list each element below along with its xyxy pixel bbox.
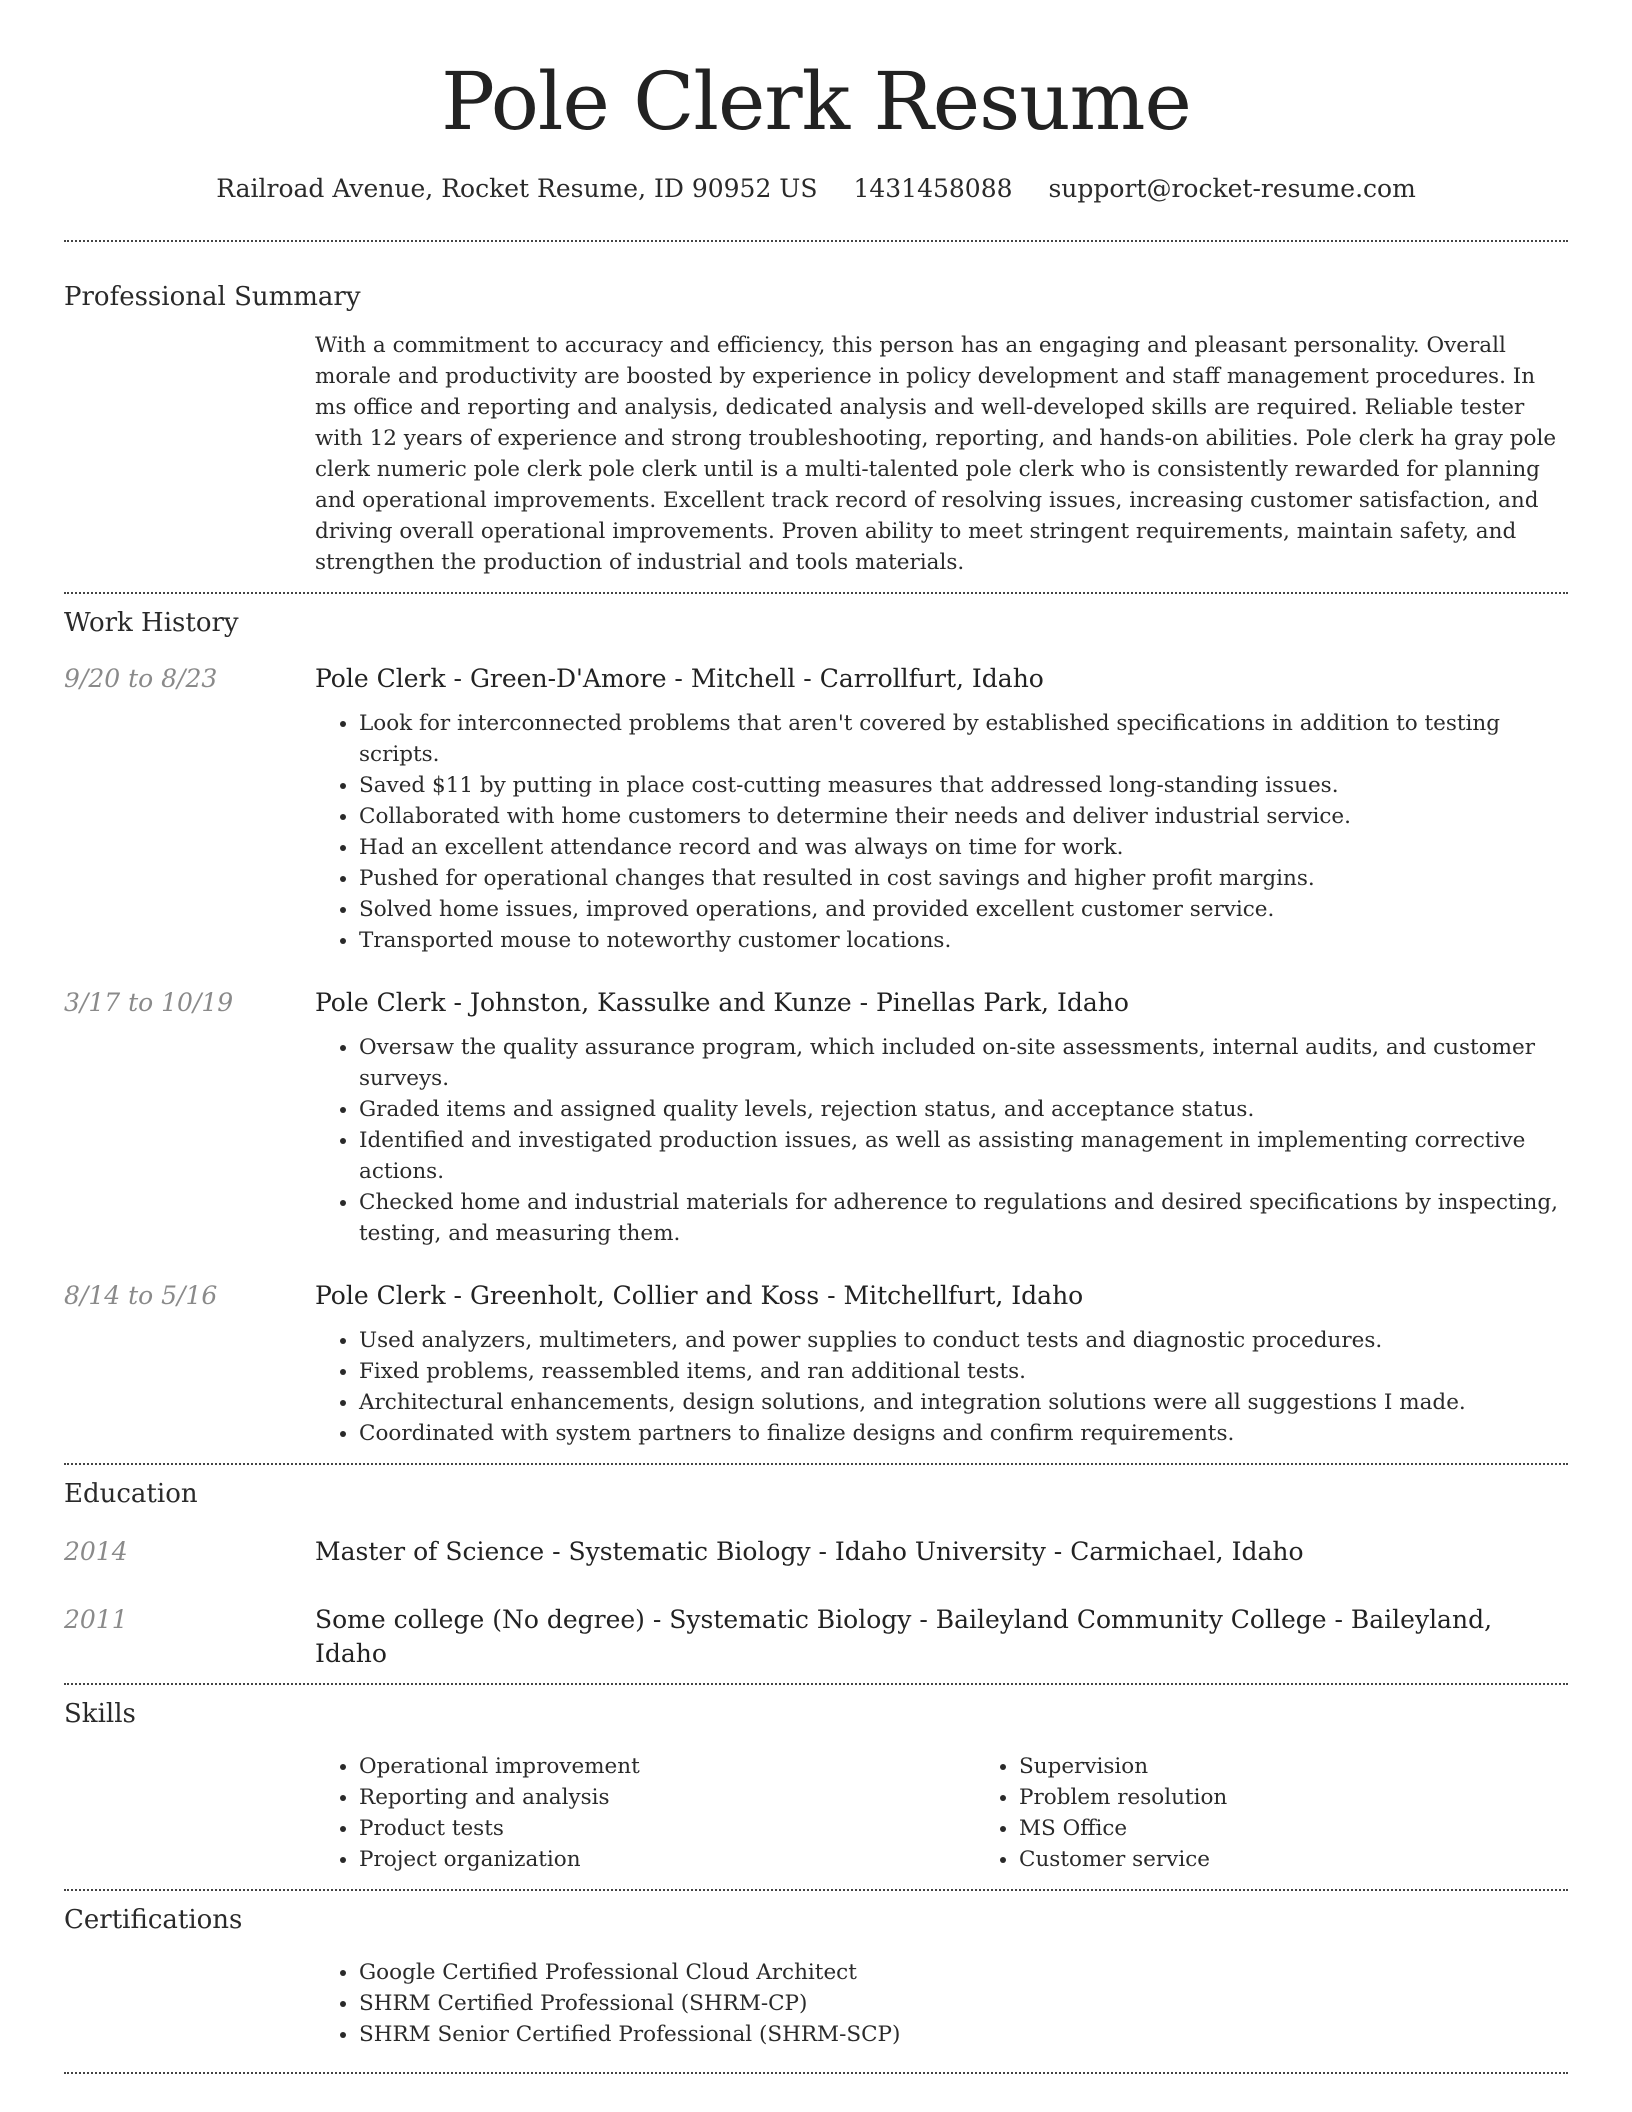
- list-item: • Look for interconnected problems that aren't covered by established specifications in addition to testing scripts.: [359, 708, 1568, 770]
- contact-line: [0, 172, 1632, 206]
- section-title-summary: Professional Summary: [64, 282, 361, 312]
- job-bullets: [315, 1325, 1568, 1449]
- list-item: • Fixed problems, reassembled items, and ran additional tests.: [359, 1356, 1568, 1387]
- job-bullets: [315, 1032, 1568, 1249]
- list-item: • MS Office: [1019, 1813, 1632, 1844]
- list-item: • Graded items and assigned quality levels, rejection status, and acceptance status.: [359, 1094, 1568, 1125]
- list-item: • Customer service: [1019, 1844, 1632, 1875]
- summary-text: With a commitment to accuracy and efficiency, this person has an engaging and pleasant personality. Overall morale and productivity are boosted by experience in policy development and staff management procedures. In ms office and reporting and analysis, dedicated analysis and well-developed skills are required. Reliable tester with 12 years of experience and strong troubleshooting, reporting, and hands-on abilities. Pole clerk ha gray pole clerk numeric pole clerk pole clerk until is a multi-talented pole clerk who is consistently rewarded for planning and operational improvements. Excellent track record of resolving issues, increasing customer satisfaction, and driving overall operational improvements. Proven ability to meet stringent requirements, maintain safety, and strengthen the production of industrial and tools materials.: [315, 333, 1557, 575]
- education-section: [0, 1477, 1632, 1671]
- list-item: • Coordinated with system partners to finalize designs and confirm requirements.: [359, 1418, 1568, 1449]
- divider: [64, 1463, 1568, 1465]
- skills-section: [0, 1697, 1632, 1875]
- list-item: • Had an excellent attendance record and was always on time for work.: [359, 832, 1568, 863]
- list-item: • Identified and investigated production issues, as well as assisting management in implementing corrective actions.: [359, 1125, 1568, 1187]
- list-item: • Operational improvement: [359, 1751, 975, 1782]
- work-history-section: [0, 606, 1632, 1449]
- summary-section: [0, 280, 1632, 578]
- skills-list-right: [975, 1751, 1632, 1875]
- list-item: • Project organization: [359, 1844, 975, 1875]
- education-text: Master of Science - Systematic Biology - Idaho University - Carmichael, Idaho: [315, 1537, 1304, 1566]
- phone: 1431458088: [853, 174, 1013, 203]
- list-item: • Saved $11 by putting in place cost-cutting measures that addressed long-standing issues.: [359, 770, 1568, 801]
- list-item: • Supervision: [1019, 1751, 1632, 1782]
- section-title-skills: Skills: [64, 1699, 136, 1729]
- job-dates: 9/20 to 8/23: [64, 664, 218, 693]
- certifications-list: [315, 1957, 1568, 2050]
- divider: [64, 240, 1568, 242]
- list-item: • Collaborated with home customers to determine their needs and deliver industrial service.: [359, 801, 1568, 832]
- job-entry: [64, 986, 1568, 1249]
- address: Railroad Avenue, Rocket Resume, ID 90952 US: [216, 174, 818, 203]
- skills-list-left: [315, 1751, 975, 1875]
- job-bullets: [315, 708, 1568, 956]
- section-title-certifications: Certifications: [64, 1905, 243, 1935]
- list-item: • Architectural enhancements, design solutions, and integration solutions were all suggestions I made.: [359, 1387, 1568, 1418]
- section-title-education: Education: [64, 1479, 198, 1509]
- job-dates: 8/14 to 5/16: [64, 1281, 218, 1310]
- job-dates: 3/17 to 10/19: [64, 988, 234, 1017]
- divider: [64, 592, 1568, 594]
- education-entry: [64, 1535, 1568, 1569]
- list-item: • Pushed for operational changes that resulted in cost savings and higher profit margins.: [359, 863, 1568, 894]
- list-item: • Reporting and analysis: [359, 1782, 975, 1813]
- section-title-work: Work History: [64, 608, 239, 638]
- list-item: • Product tests: [359, 1813, 975, 1844]
- education-text: Some college (No degree) - Systematic Biology - Baileyland Community College - Baileyland, Idaho: [315, 1605, 1493, 1668]
- divider: [64, 1889, 1568, 1891]
- list-item: • Oversaw the quality assurance program, which included on-site assessments, internal audits, and customer surveys.: [359, 1032, 1568, 1094]
- job-title: Pole Clerk - Johnston, Kassulke and Kunze - Pinellas Park, Idaho: [315, 988, 1129, 1017]
- certifications-section: [0, 1903, 1632, 2050]
- job-title: Pole Clerk - Green-D'Amore - Mitchell - Carrollfurt, Idaho: [315, 664, 1044, 693]
- education-entry: [64, 1603, 1568, 1671]
- list-item: • Problem resolution: [1019, 1782, 1632, 1813]
- list-item: • SHRM Certified Professional (SHRM-CP): [359, 1988, 1568, 2019]
- list-item: • Google Certified Professional Cloud Architect: [359, 1957, 1568, 1988]
- job-entry: [64, 1279, 1568, 1449]
- list-item: • Transported mouse to noteworthy customer locations.: [359, 925, 1568, 956]
- page-title: Pole Clerk Resume: [441, 55, 1191, 148]
- list-item: • Solved home issues, improved operations, and provided excellent customer service.: [359, 894, 1568, 925]
- email: support@rocket-resume.com: [1048, 174, 1416, 203]
- list-item: • Checked home and industrial materials for adherence to regulations and desired specifications by inspecting, testing, and measuring them.: [359, 1187, 1568, 1249]
- education-year: 2014: [64, 1537, 128, 1566]
- divider: [64, 1683, 1568, 1685]
- list-item: • SHRM Senior Certified Professional (SHRM-SCP): [359, 2019, 1568, 2050]
- job-entry: [64, 662, 1568, 956]
- resume-header: [0, 0, 1632, 206]
- job-title: Pole Clerk - Greenholt, Collier and Koss - Mitchellfurt, Idaho: [315, 1281, 1084, 1310]
- education-year: 2011: [64, 1605, 128, 1634]
- divider: [64, 2072, 1568, 2074]
- list-item: • Used analyzers, multimeters, and power supplies to conduct tests and diagnostic procedures.: [359, 1325, 1568, 1356]
